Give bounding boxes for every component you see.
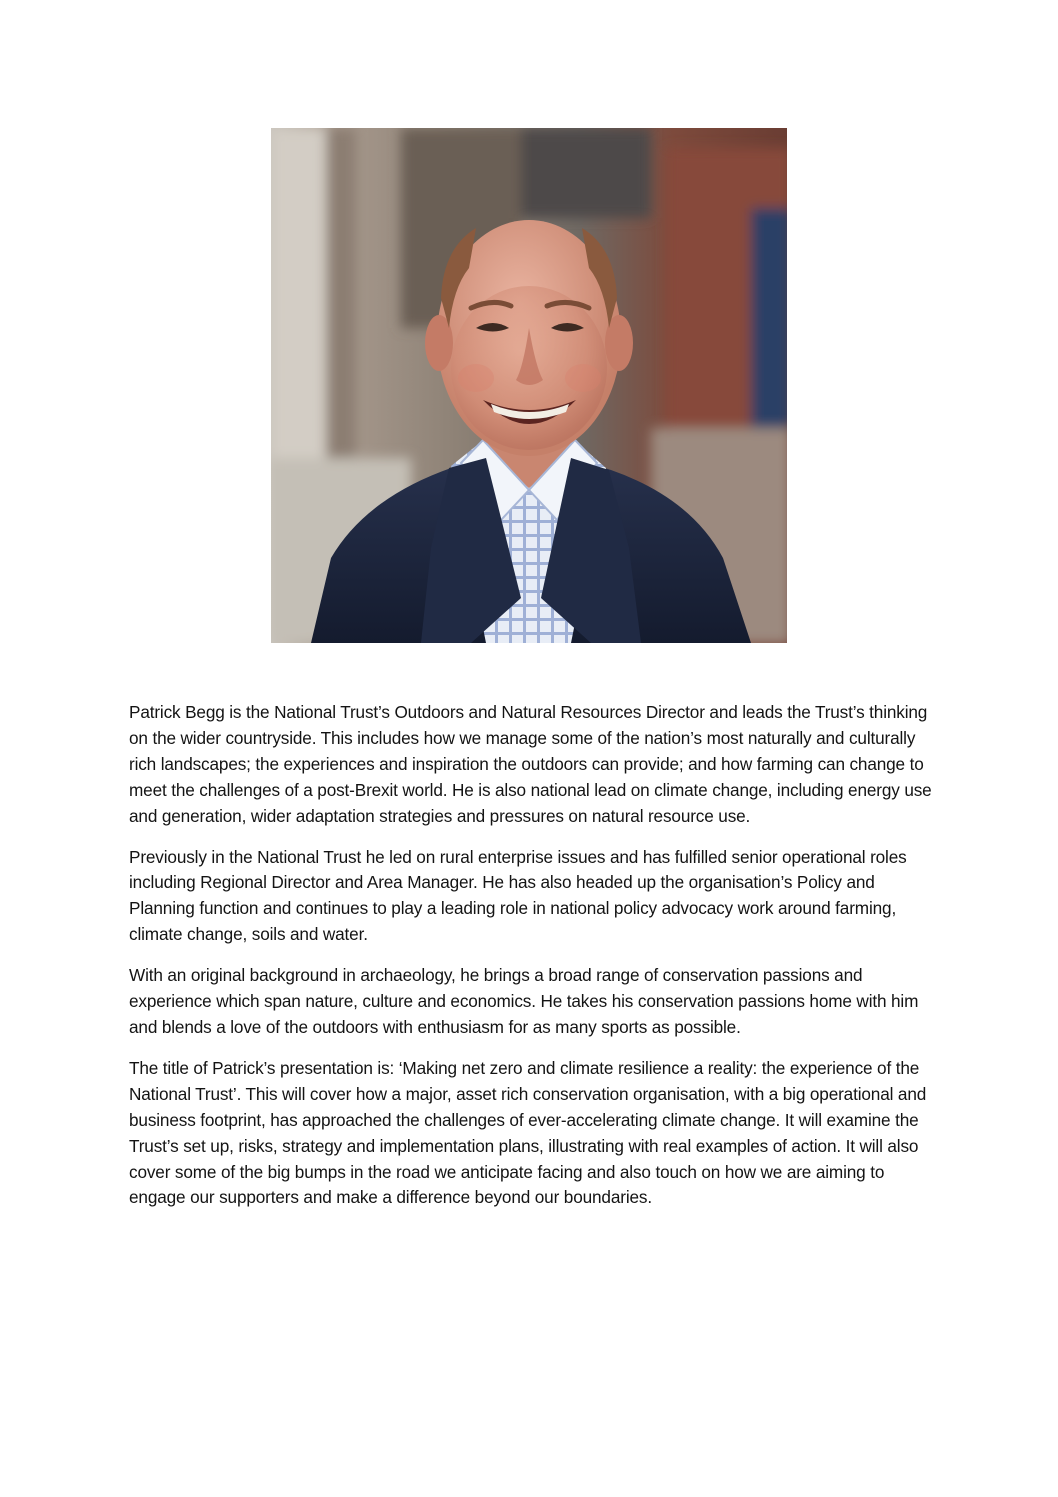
portrait-photo	[271, 128, 787, 643]
bio-paragraph-4: The title of Patrick’s presentation is: ‘Making net zero and climate resilience a reality: the experience of the National Trust’. This will cover how a major, asset rich conservation organisation, with a big operational and business footprint, has approached the challenges of ever-accelerating climate change. It will examine the Trust’s set up, risks, strategy and implementation plans, illustrating with real examples of action. It will also cover some of the big bumps in the road we anticipate facing and also touch on how we are aiming to engage our supporters and make a difference beyond our boundaries.	[129, 1057, 927, 1208]
portrait-illustration	[271, 128, 787, 643]
biography-text	[129, 700, 939, 1226]
bio-paragraph-3: With an original background in archaeology, he brings a broad range of conservation passions and experience which span nature, culture and economics. He takes his conservation passions home with him and blends a love of the outdoors with enthusiasm for as many sports as possible.	[129, 965, 919, 1037]
bio-paragraph-1: Patrick Begg is the National Trust’s Outdoors and Natural Resources Director and leads the Trust’s thinking on the wider countryside. This includes how we manage some of the nation’s most naturally and culturally rich landscapes; the experiences and inspiration the outdoors can provide; and how farming can change to meet the challenges of a post-Brexit world. He is also national lead on climate change, including energy use and generation, wider adaptation strategies and pressures on natural resource use.	[129, 702, 932, 826]
bio-paragraph-2: Previously in the National Trust he led on rural enterprise issues and has fulfilled senior operational roles including Regional Director and Area Manager. He has also headed up the organisation’s Policy and Planning function and continues to play a leading role in national policy advocacy work around farming, climate change, soils and water.	[129, 846, 907, 945]
